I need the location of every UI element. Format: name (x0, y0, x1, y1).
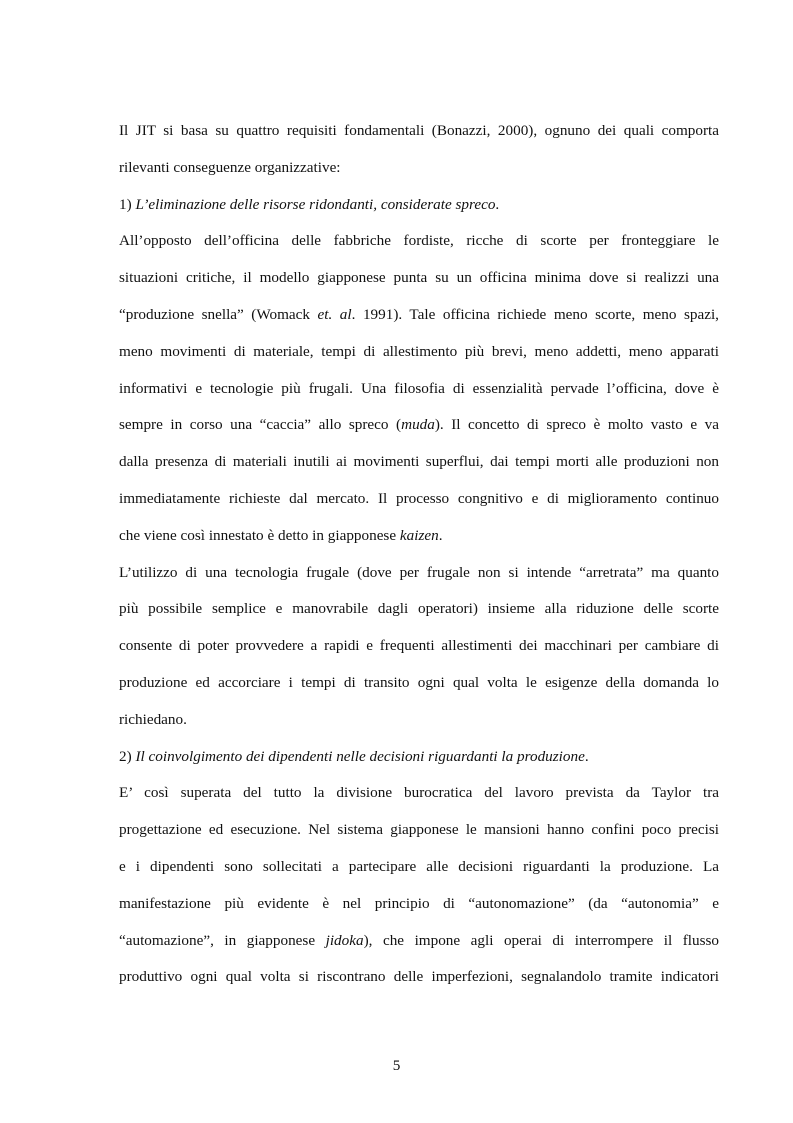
text-segment: 2) (119, 747, 136, 765)
text-line (119, 526, 719, 546)
text-segment: ). Il concetto di spreco è molto vasto e va (434, 416, 719, 434)
text-line (119, 857, 719, 877)
text-segment: produzione ed accorciare i tempi di transito ogni qual volta le esigenze della domanda lo (119, 674, 719, 691)
text-line (119, 710, 719, 730)
text-segment: e i dipendenti sono sollecitati a partecipare alle decisioni riguardanti la produzione. La (119, 858, 719, 875)
text-line (119, 342, 719, 362)
text-segment: più possibile semplice e manovrabile dagli operatori) insieme alla riduzione delle scorte (119, 600, 719, 618)
text-segment: che viene così innestato è detto in giapponese (119, 526, 400, 544)
italic-text: L’eliminazione delle risorse ridondanti, considerate spreco (135, 195, 496, 213)
text-line (119, 379, 719, 399)
text-segment: meno movimenti di materiale, tempi di allestimento più brevi, meno addetti, meno apparati (119, 342, 719, 360)
text-line (119, 415, 719, 435)
text-segment: rilevanti conseguenze organizzative: (119, 158, 341, 176)
italic-text: kaizen (399, 526, 439, 544)
text-segment: E’ così superata del tutto la divisione burocratica del lavoro prevista da Taylor tra (119, 784, 719, 802)
text-segment: sempre in corso una “caccia” allo spreco ( (119, 416, 402, 434)
text-line (119, 195, 719, 215)
text-segment: immediatamente richieste dal mercato. Il processo congnitivo e di miglioramento continuo (119, 490, 719, 507)
text-segment: richiedano. (119, 710, 187, 728)
text-line (119, 563, 719, 583)
text-segment: . 1991). Tale officina richiede meno scorte, meno spazi, (351, 306, 719, 323)
text-line (119, 231, 719, 251)
text-segment: 1) (119, 195, 136, 213)
text-segment: ), che impone agli operai di interrompere il flusso (363, 931, 719, 949)
italic-text: muda (401, 416, 435, 434)
text-line (119, 673, 719, 693)
text-segment: Il JIT si basa su quattro requisiti fondamentali (Bonazzi, 2000), ognuno dei quali comporta (119, 122, 719, 139)
page-number: 5 (392, 1057, 401, 1074)
text-segment: produttivo ogni qual volta si riscontrano delle imperfezioni, segnalandolo tramite indicatori (119, 968, 719, 986)
text-segment: All’opposto dell’officina delle fabbriche fordiste, ricche di scorte per fronteggiare le (119, 232, 719, 250)
text-segment: . (495, 195, 500, 213)
text-line (119, 599, 719, 619)
text-line (119, 305, 719, 325)
text-line (119, 452, 719, 472)
text-line (119, 268, 719, 288)
text-segment: consente di poter provvedere a rapidi e frequenti allestimenti dei macchinari per cambiare di (119, 637, 719, 655)
text-line (119, 158, 719, 178)
text-segment: L’utilizzo di una tecnologia frugale (dove per frugale non si intende “arretrata” ma quanto (119, 563, 719, 581)
text-line (119, 747, 719, 767)
text-segment: dalla presenza di materiali inutili ai movimenti superflui, dai tempi morti alle produzioni non (119, 453, 719, 471)
text-line (119, 636, 719, 656)
text-line (119, 489, 719, 509)
text-line (119, 931, 719, 951)
text-line (119, 121, 719, 141)
text-line (119, 783, 719, 803)
text-line (119, 967, 719, 987)
text-line (119, 820, 719, 840)
text-line (119, 894, 719, 914)
italic-text: Il coinvolgimento dei dipendenti nelle decisioni riguardanti la produzione (135, 747, 585, 765)
text-segment: informativi e tecnologie più frugali. Una filosofia di essenzialità pervade l’officina, dove è (119, 379, 719, 397)
text-segment: progettazione ed esecuzione. Nel sistema giapponese le mansioni hanno confini poco precisi (119, 821, 719, 839)
text-segment: “produzione snella” (Womack (119, 306, 318, 323)
text-segment: . (584, 747, 589, 765)
text-segment: manifestazione più evidente è nel principio di “autonomazione” (da “autonomia” e (119, 894, 719, 912)
text-segment: situazioni critiche, il modello giapponese punta su un officina minima dove si realizzi una (119, 269, 719, 287)
text-segment: . (438, 526, 443, 544)
italic-text: et. al (317, 306, 352, 323)
italic-text: jidoka (325, 931, 364, 949)
text-segment: “automazione”, in giapponese (119, 931, 326, 949)
